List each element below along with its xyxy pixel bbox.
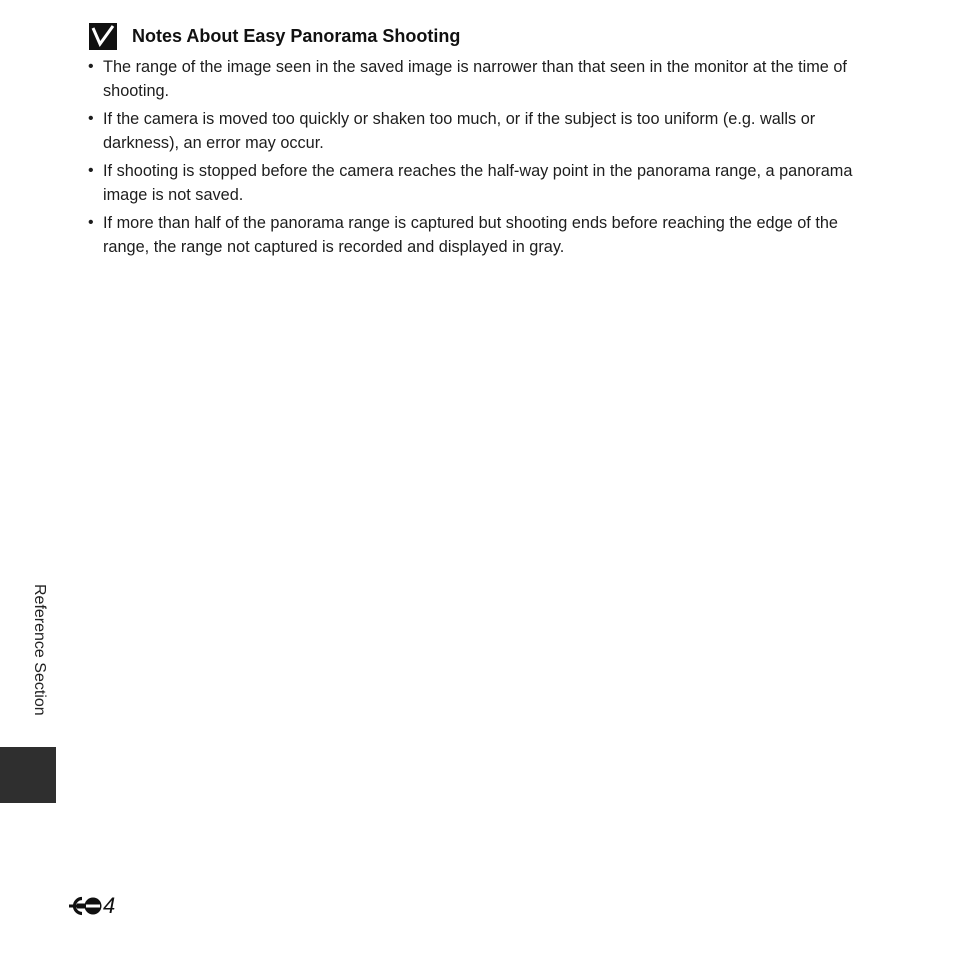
bullet-text: If more than half of the panorama range is captured but shooting ends before reaching the edge of the range, the range not captured is recorded and displayed in gray. bbox=[103, 214, 838, 256]
bullet-text: The range of the image seen in the saved image is narrower than that seen in the monitor at the time of shooting. bbox=[103, 58, 847, 100]
sidebar-section-label: Reference Section bbox=[31, 584, 48, 716]
bullet-text: If shooting is stopped before the camera reaches the half-way point in the panorama range, a panorama image is not saved. bbox=[103, 162, 853, 204]
bullet-icon: • bbox=[88, 214, 94, 231]
bullet-icon: • bbox=[88, 110, 94, 127]
page-number-text: 4 bbox=[103, 893, 116, 918]
list-item bbox=[86, 211, 868, 259]
sidebar-section-tab bbox=[0, 747, 56, 803]
bullet-icon: • bbox=[88, 58, 94, 75]
note-header bbox=[89, 22, 460, 50]
list-item bbox=[86, 55, 868, 103]
list-item bbox=[86, 107, 868, 155]
note-title: Notes About Easy Panorama Shooting bbox=[132, 25, 461, 46]
page-number bbox=[66, 893, 115, 919]
bullet-text: If the camera is moved too quickly or shaken too much, or if the subject is too uniform (e.g. walls or darkness), an error may occur. bbox=[103, 110, 816, 152]
reference-section-icon bbox=[66, 895, 102, 917]
note-bullet-list bbox=[86, 55, 868, 263]
list-item bbox=[86, 159, 868, 207]
caution-check-icon bbox=[89, 23, 117, 50]
bullet-icon: • bbox=[88, 162, 94, 179]
